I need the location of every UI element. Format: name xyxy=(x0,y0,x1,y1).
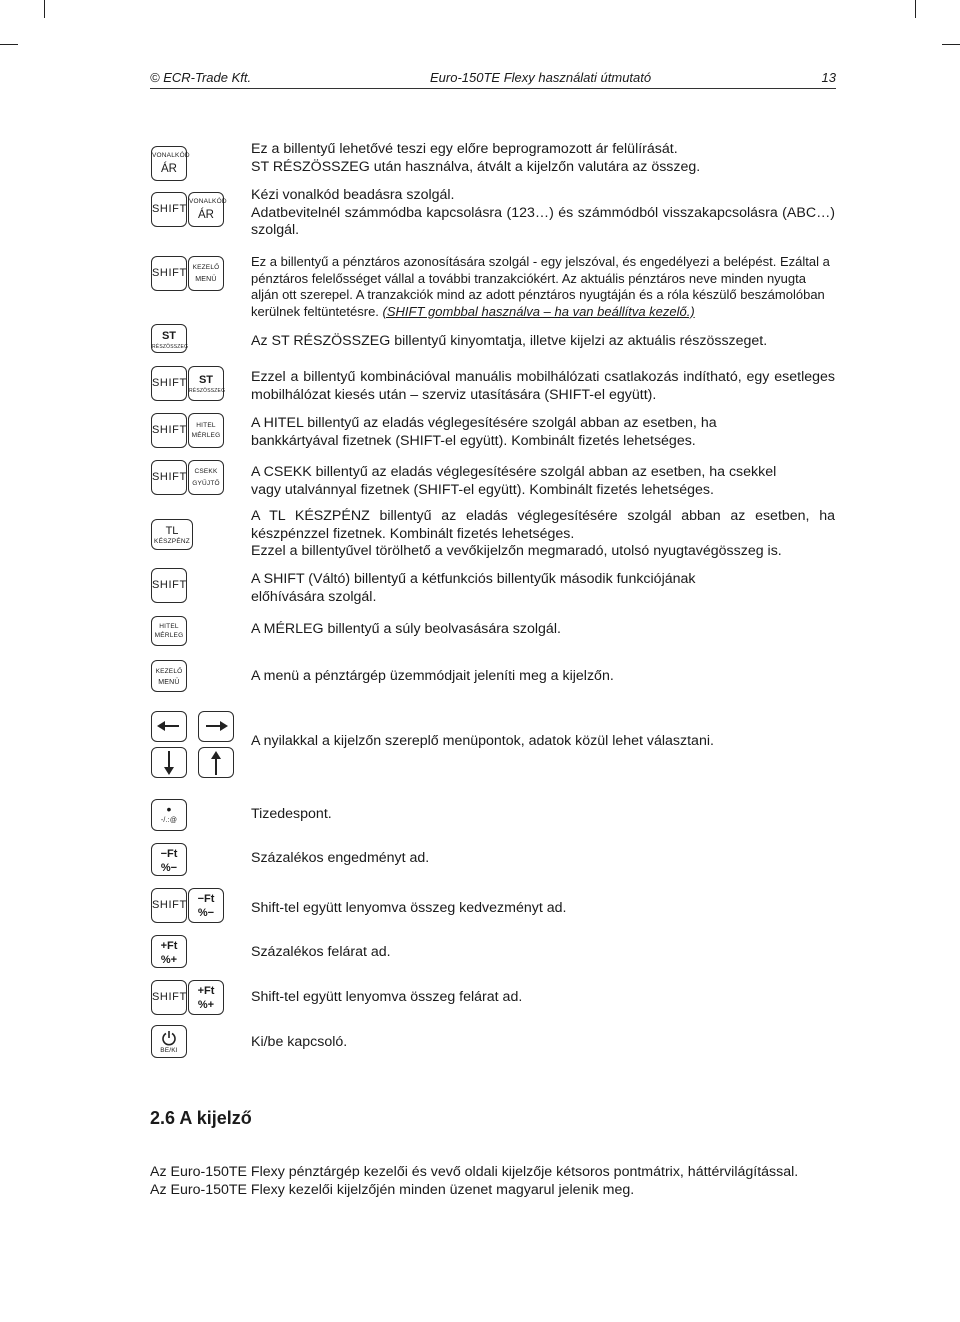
ar-description xyxy=(251,141,835,176)
paragraph: Az ST RÉSZÖSSZEG billentyű kinyomtatja, illetve kijelzi az aktuális részösszeget. xyxy=(251,333,768,349)
key-label-bottom: %− xyxy=(197,907,215,919)
arrow-left-key xyxy=(151,711,187,742)
key-label-main: SHIFT xyxy=(152,579,187,591)
paragraph: A TL KÉSZPÉNZ billentyű az eladás véglegesítésére szolgál abban az esetben, ha készpénzzel fizetnek. Kombinált fizetés lehetséges. xyxy=(251,508,835,542)
shift-discount-description xyxy=(251,900,835,918)
key-label-main: ÁR xyxy=(161,163,177,175)
discount-description xyxy=(251,850,835,868)
key-label-top: HITEL xyxy=(159,623,179,630)
shift-key xyxy=(151,192,187,227)
vonalkod-ar-key xyxy=(151,146,190,181)
paragraph: Adatbevitelnél számmódba kapcsolásra (123…) és számmódból visszakapcsolásra (ABC…) szolgál. xyxy=(251,204,835,238)
key-label-bottom: BE/KI xyxy=(160,1047,178,1054)
power-icon xyxy=(161,1030,177,1046)
dot-description xyxy=(251,806,835,824)
key-label-main: SHIFT xyxy=(152,471,187,483)
vonalkod-description xyxy=(251,187,835,240)
key-label-top: KEZELŐ xyxy=(192,264,220,271)
csekk-gyujto-key xyxy=(188,460,224,495)
key-label-main: ÁR xyxy=(198,209,214,221)
section-title: 2.6 A kijelző xyxy=(150,1108,252,1128)
decimal-point-key xyxy=(151,799,187,831)
arrow-up-icon xyxy=(209,751,223,775)
key-label-bottom: MÉRLEG xyxy=(154,632,184,639)
paragraph: A CSEKK billentyű az eladás véglegesítésére szolgál abban az esetben, ha csekkel vagy utalvánnyal fizetnek (SHIFT-el együtt). Kombinált fizetés lehetséges. xyxy=(251,464,777,498)
page-header xyxy=(150,70,836,88)
paragraph: Százalékos felárat ad. xyxy=(251,944,391,960)
hitel-description xyxy=(251,415,771,450)
header-title: Euro-150TE Flexy használati útmutató xyxy=(430,70,652,85)
st-reszosszeg-key xyxy=(188,366,224,401)
st-reszosszeg-key xyxy=(151,324,187,353)
arrow-down-key xyxy=(151,747,187,778)
power-key xyxy=(151,1025,187,1058)
hitel-merleg-key xyxy=(151,616,187,646)
key-label-bottom: -/.:@ xyxy=(160,817,178,824)
key-label-main: TL xyxy=(165,525,179,537)
kezelo-main-text: Ez a billentyű a pénztáros azonosítására szolgál - egy jelszóval, és engedélyezi a belépést. Ezáltal a pénztáros felelősséget vállal a további tranzakciókért. Az aktuális pénztáros neve minden nyugta alján ott szerepel. A tranzakciók mind az adott pénztáros nyugtáján és a róla készülő beszámolóban kerülnek feltüntetésre. xyxy=(251,254,830,319)
paragraph: Ez a billentyű lehetővé teszi egy előre beprogramozott ár felülírását. xyxy=(251,141,678,157)
shift-st-description xyxy=(251,369,835,404)
crop-mark xyxy=(942,44,960,45)
menu-description xyxy=(251,668,835,686)
key-label-main: SHIFT xyxy=(152,377,187,389)
shift-key xyxy=(151,366,187,401)
paragraph: Shift-tel együtt lenyomva összeg felárat ad. xyxy=(251,989,523,1005)
arrow-down-icon xyxy=(162,751,176,775)
arrows-description xyxy=(251,733,835,751)
surcharge-key xyxy=(188,980,224,1015)
paragraph: ST RÉSZÖSSZEG után használva, átvált a kijelzőn valutára az összeg. xyxy=(251,158,701,175)
merleg-description xyxy=(251,621,835,639)
crop-mark xyxy=(0,44,18,45)
key-label-top: +Ft xyxy=(160,940,178,952)
paragraph: Tizedespont. xyxy=(251,806,332,822)
key-label-main: SHIFT xyxy=(152,991,187,1003)
header-rule xyxy=(150,88,836,89)
st-description xyxy=(251,333,835,351)
key-label-top: HITEL xyxy=(196,422,216,429)
shift-key xyxy=(151,568,187,603)
paragraph: Kézi vonalkód beadásra szolgál. xyxy=(251,187,455,203)
key-label-bottom: RÉSZÖSSZEG xyxy=(152,344,189,350)
header-copyright: © ECR-Trade Kft. xyxy=(150,70,252,85)
key-label-top: KEZELŐ xyxy=(155,668,183,675)
paragraph xyxy=(251,254,835,320)
key-label-main: SHIFT xyxy=(152,899,187,911)
crop-mark xyxy=(915,0,916,18)
key-label-bottom: MENÜ xyxy=(158,679,180,686)
shift-key xyxy=(151,460,187,495)
shift-surcharge-description xyxy=(251,989,835,1007)
key-label-bottom: %+ xyxy=(197,999,215,1011)
csekk-description xyxy=(251,464,791,499)
arrow-right-icon xyxy=(204,719,228,733)
arrow-up-key xyxy=(198,747,234,778)
paragraph: A HITEL billentyű az eladás véglegesítésére szolgál abban az esetben, ha bankkártyával fizetnek (SHIFT-el együtt). Kombinált fizetés lehetséges. xyxy=(251,415,717,449)
header-page-number: 13 xyxy=(821,70,836,85)
paragraph: A menü a pénztárgép üzemmódjait jeleníti meg a kijelzőn. xyxy=(251,668,614,684)
dot-glyph: • xyxy=(166,801,172,817)
key-label-top: CSEKK xyxy=(194,468,218,475)
key-label-main: SHIFT xyxy=(152,203,187,215)
paragraph: A nyilakkal a kijelzőn szereplő menüpontok, adatok közül lehet választani. xyxy=(251,733,714,749)
key-label-bottom: MENÜ xyxy=(195,276,217,283)
key-label-main: ST xyxy=(198,374,214,386)
key-label-bottom: RÉSZÖSSZEG xyxy=(189,388,226,394)
crop-mark xyxy=(44,0,45,18)
paragraph: Ezzel a billentyűvel törölhető a vevőkijelzőn megmaradó, utolsó nyugtavégösszeg is. xyxy=(251,543,782,559)
section-body xyxy=(150,1164,840,1199)
kezelo-menu-key xyxy=(151,660,187,692)
paragraph: Ezzel a billentyű kombinációval manuális mobilhálózati csatlakozás indítható, egy esetleges mobilhálózat kiesés után – szerviz utasítására (SHIFT-el együtt). xyxy=(251,369,835,403)
key-label-top: −Ft xyxy=(160,848,178,860)
paragraph: Az Euro-150TE Flexy pénztárgép kezelői és vevő oldali kijelzője kétsoros pontmátrix, háttérvilágítással. xyxy=(150,1164,799,1180)
key-label-bottom: %+ xyxy=(160,954,178,966)
kezelo-menu-key xyxy=(188,256,224,291)
key-label-top: VONALKÓD xyxy=(189,198,227,205)
shift-key xyxy=(151,980,187,1015)
key-label-top: VONALKÓD xyxy=(152,152,190,159)
key-label-main: SHIFT xyxy=(152,267,187,279)
shift-key xyxy=(151,888,187,923)
paragraph: Ki/be kapcsoló. xyxy=(251,1034,348,1050)
key-label-bottom: GYŰJTŐ xyxy=(192,480,220,487)
tl-keszpenz-key xyxy=(151,519,193,550)
key-label-main: ST xyxy=(161,330,177,342)
discount-key xyxy=(151,843,187,876)
tl-description xyxy=(251,508,835,561)
paragraph: A SHIFT (Váltó) billentyű a kétfunkciós billentyűk második funkciójának előhívására szolgál. xyxy=(251,571,696,605)
kezelo-note: (SHIFT gombbal használva – ha van beállítva kezelő.) xyxy=(382,303,695,319)
paragraph: A MÉRLEG billentyű a súly beolvasására szolgál. xyxy=(251,621,561,637)
paragraph: Százalékos engedményt ad. xyxy=(251,850,430,866)
discount-key xyxy=(188,888,224,923)
key-label-main: SHIFT xyxy=(152,424,187,436)
power-description xyxy=(251,1034,835,1052)
key-label-top: +Ft xyxy=(197,985,215,997)
surcharge-key xyxy=(151,935,187,968)
key-label-bottom: %− xyxy=(160,862,178,874)
hitel-merleg-key xyxy=(188,413,224,448)
key-label-bottom: MÉRLEG xyxy=(191,432,221,439)
key-label-bottom: KÉSZPÉNZ xyxy=(154,538,190,545)
paragraph: Az Euro-150TE Flexy kezelői kijelzőjén minden üzenet magyarul jelenik meg. xyxy=(150,1181,635,1198)
shift-key xyxy=(151,256,187,291)
key-label-top: −Ft xyxy=(197,893,215,905)
paragraph: Shift-tel együtt lenyomva összeg kedvezményt ad. xyxy=(251,900,567,916)
surcharge-description xyxy=(251,944,835,962)
vonalkod-ar-key xyxy=(188,192,227,227)
arrow-right-key xyxy=(198,711,234,742)
kezelo-description xyxy=(251,254,835,320)
shift-description xyxy=(251,571,731,606)
shift-key xyxy=(151,413,187,448)
arrow-left-icon xyxy=(157,719,181,733)
